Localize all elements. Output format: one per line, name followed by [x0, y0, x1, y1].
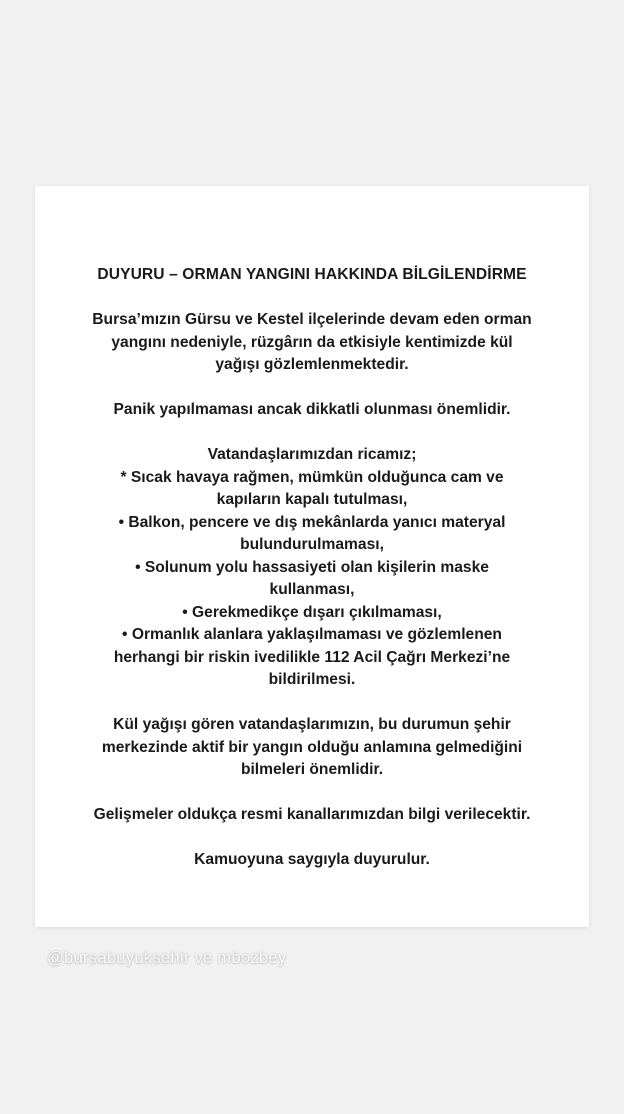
announcement-title: DUYURU – ORMAN YANGINI HAKKINDA BİLGİLENDİRME [97, 266, 527, 283]
text-line: Kül yağışı gören vatandaşlarımızın, bu durumun şehir [113, 716, 511, 733]
request-line: bulundurulmaması, [240, 536, 384, 553]
updates-paragraph: Gelişmeler oldukça resmi kanallarımızdan bilgi verilecektir. [93, 806, 531, 823]
request-line: * Sıcak havaya rağmen, mümkün olduğunca cam ve [120, 468, 504, 486]
announcement-body [35, 264, 589, 872]
text-line: bilmeleri önemlidir. [240, 761, 384, 778]
announcement-card [35, 186, 589, 927]
text-line: Bursa’mızın Gürsu ve Kestel ilçelerinde devam eden orman [92, 311, 532, 328]
request-line: bildirilmesi. [268, 671, 356, 688]
closing-paragraph: Kamuoyuna saygıyla duyurulur. [194, 851, 430, 868]
story-mention-sticker[interactable]: @bursabuyuksehir ve mbozbey [47, 949, 287, 967]
intro-paragraph [59, 309, 565, 377]
request-line: • Solunum yolu hassasiyeti olan kişilerin maske [135, 558, 489, 576]
request-line: • Gerekmedikçe dışarı çıkılmaması, [182, 603, 442, 621]
request-heading: Vatandaşlarımızdan ricamız; [207, 446, 417, 463]
request-line: kullanması, [269, 581, 355, 598]
request-line: herhangi bir riskin ivedilikle 112 Acil Çağrı Merkezi’ne [113, 648, 511, 666]
text-line: merkezinde aktif bir yangın olduğu anlamına gelmediğini [101, 738, 523, 756]
ash-paragraph [59, 714, 565, 782]
request-paragraph [59, 444, 565, 692]
request-line: • Balkon, pencere ve dış mekânlarda yanıcı materyal [118, 513, 506, 531]
panic-paragraph: Panik yapılmaması ancak dikkatli olunması önemlidir. [113, 401, 511, 418]
text-line: yangını nedeniyle, rüzgârın da etkisiyle kentimizde kül [111, 333, 513, 351]
request-line: • Ormanlık alanlara yaklaşılmaması ve gözlemlenen [122, 626, 502, 643]
text-line: yağışı gözlemlenmektedir. [215, 356, 409, 373]
request-line: kapıların kapalı tutulması, [216, 491, 408, 508]
